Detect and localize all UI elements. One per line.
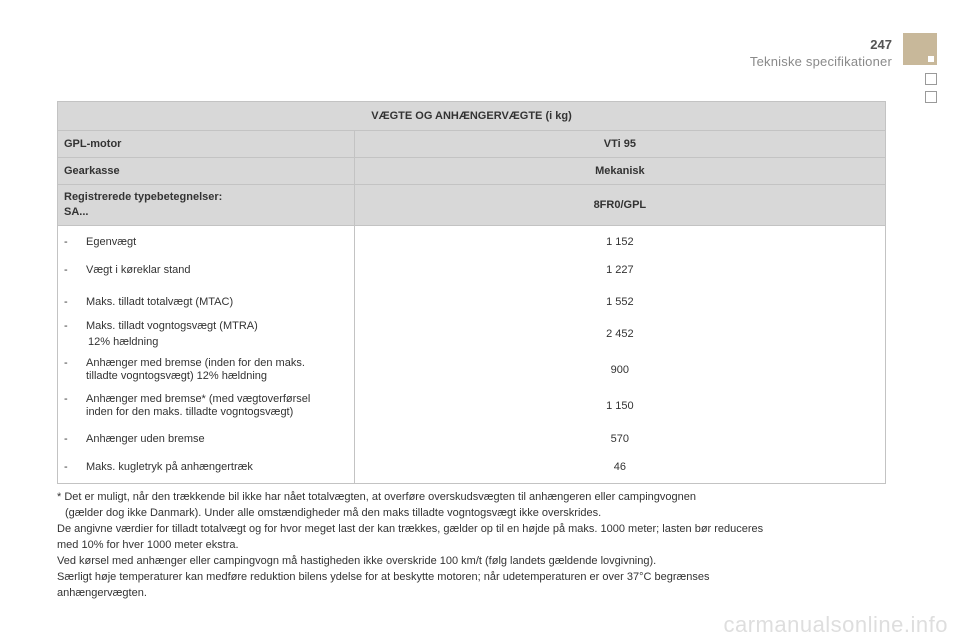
footnote-line: med 10% for hver 1000 meter ekstra. — [57, 539, 239, 551]
type-designation-label — [58, 185, 355, 226]
list-item: - Anhænger med bremse* (med vægtoverførsel inden for den maks. tilladte vogntogsvægt) — [64, 393, 311, 418]
list-item: - Egenvægt — [64, 235, 137, 248]
list-item: - Maks. tilladt totalvægt (MTAC) — [64, 295, 234, 308]
footnotes — [57, 489, 897, 601]
chapter-tab-icon — [925, 91, 937, 103]
weight-value: 1 152 — [606, 236, 634, 248]
weights-labels-cell — [58, 226, 355, 484]
footnote-line: Ved kørsel med anhænger eller campingvogn må hastigheden ikke overskride 100 km/t (følg landets gældende lovgivning). — [57, 555, 657, 567]
footnote-line: * Det er muligt, når den trækkende bil ikke har nået totalvægten, at overføre overskudsvægten til anhængeren eller campingvognen — [57, 491, 696, 503]
engine-value: VTi 95 — [354, 131, 885, 158]
type-designation-value: 8FR0/GPL — [354, 185, 885, 226]
type-designation-label-line2: SA... — [64, 206, 89, 218]
weights-table — [57, 101, 886, 484]
gearbox-value: Mekanisk — [354, 158, 885, 185]
table-title: VÆGTE OG ANHÆNGERVÆGTE (i kg) — [58, 102, 886, 131]
engine-label: GPL-motor — [58, 131, 355, 158]
weight-value: 1 552 — [606, 296, 634, 308]
footnote-line: (gælder dog ikke Danmark). Under alle omstændigheder må den maks tilladte vogntogsvægt ikke overskrides. — [65, 507, 602, 519]
footnote-line: De angivne værdier for tilladt totalvægt og for hvor meget last der kan trækkes, gælder op til en højde på maks. 1000 meter; lasten bør reduceres — [57, 523, 764, 535]
section-title: Tekniske specifikationer — [749, 54, 892, 69]
list-item: - Maks. tilladt vogntogsvægt (MTRA) 12% hældning — [64, 320, 258, 348]
weight-value: 1 150 — [606, 400, 634, 412]
weight-value: 1 227 — [606, 264, 634, 276]
chapter-tab-icon — [925, 73, 937, 85]
watermark: carmanualsonline.info — [723, 612, 948, 637]
weight-value: 900 — [610, 364, 630, 376]
footnote-line: Særligt høje temperaturer kan medføre reduktion bilens ydelse for at beskytte motoren; når udetemperaturen er over 37°C begrænses — [57, 571, 710, 583]
list-item: - Maks. kugletryk på anhængertræk — [64, 460, 253, 473]
weight-value: 570 — [610, 433, 630, 445]
list-item: - Vægt i køreklar stand — [64, 263, 191, 276]
gearbox-label: Gearkasse — [58, 158, 355, 185]
list-item: - Anhænger uden bremse — [64, 432, 205, 445]
weight-value: 2 452 — [606, 328, 634, 340]
footnote-line: anhængervægten. — [57, 587, 147, 599]
weight-value: 46 — [613, 461, 626, 473]
weights-values-cell — [354, 226, 885, 484]
chapter-tab-active-icon — [903, 33, 937, 65]
page-number: 247 — [870, 37, 892, 52]
type-designation-label-line1: Registrerede typebetegnelser: — [64, 191, 223, 203]
list-item: - Anhænger med bremse (inden for den maks. tilladte vogntogsvægt) 12% hældning — [64, 357, 305, 382]
